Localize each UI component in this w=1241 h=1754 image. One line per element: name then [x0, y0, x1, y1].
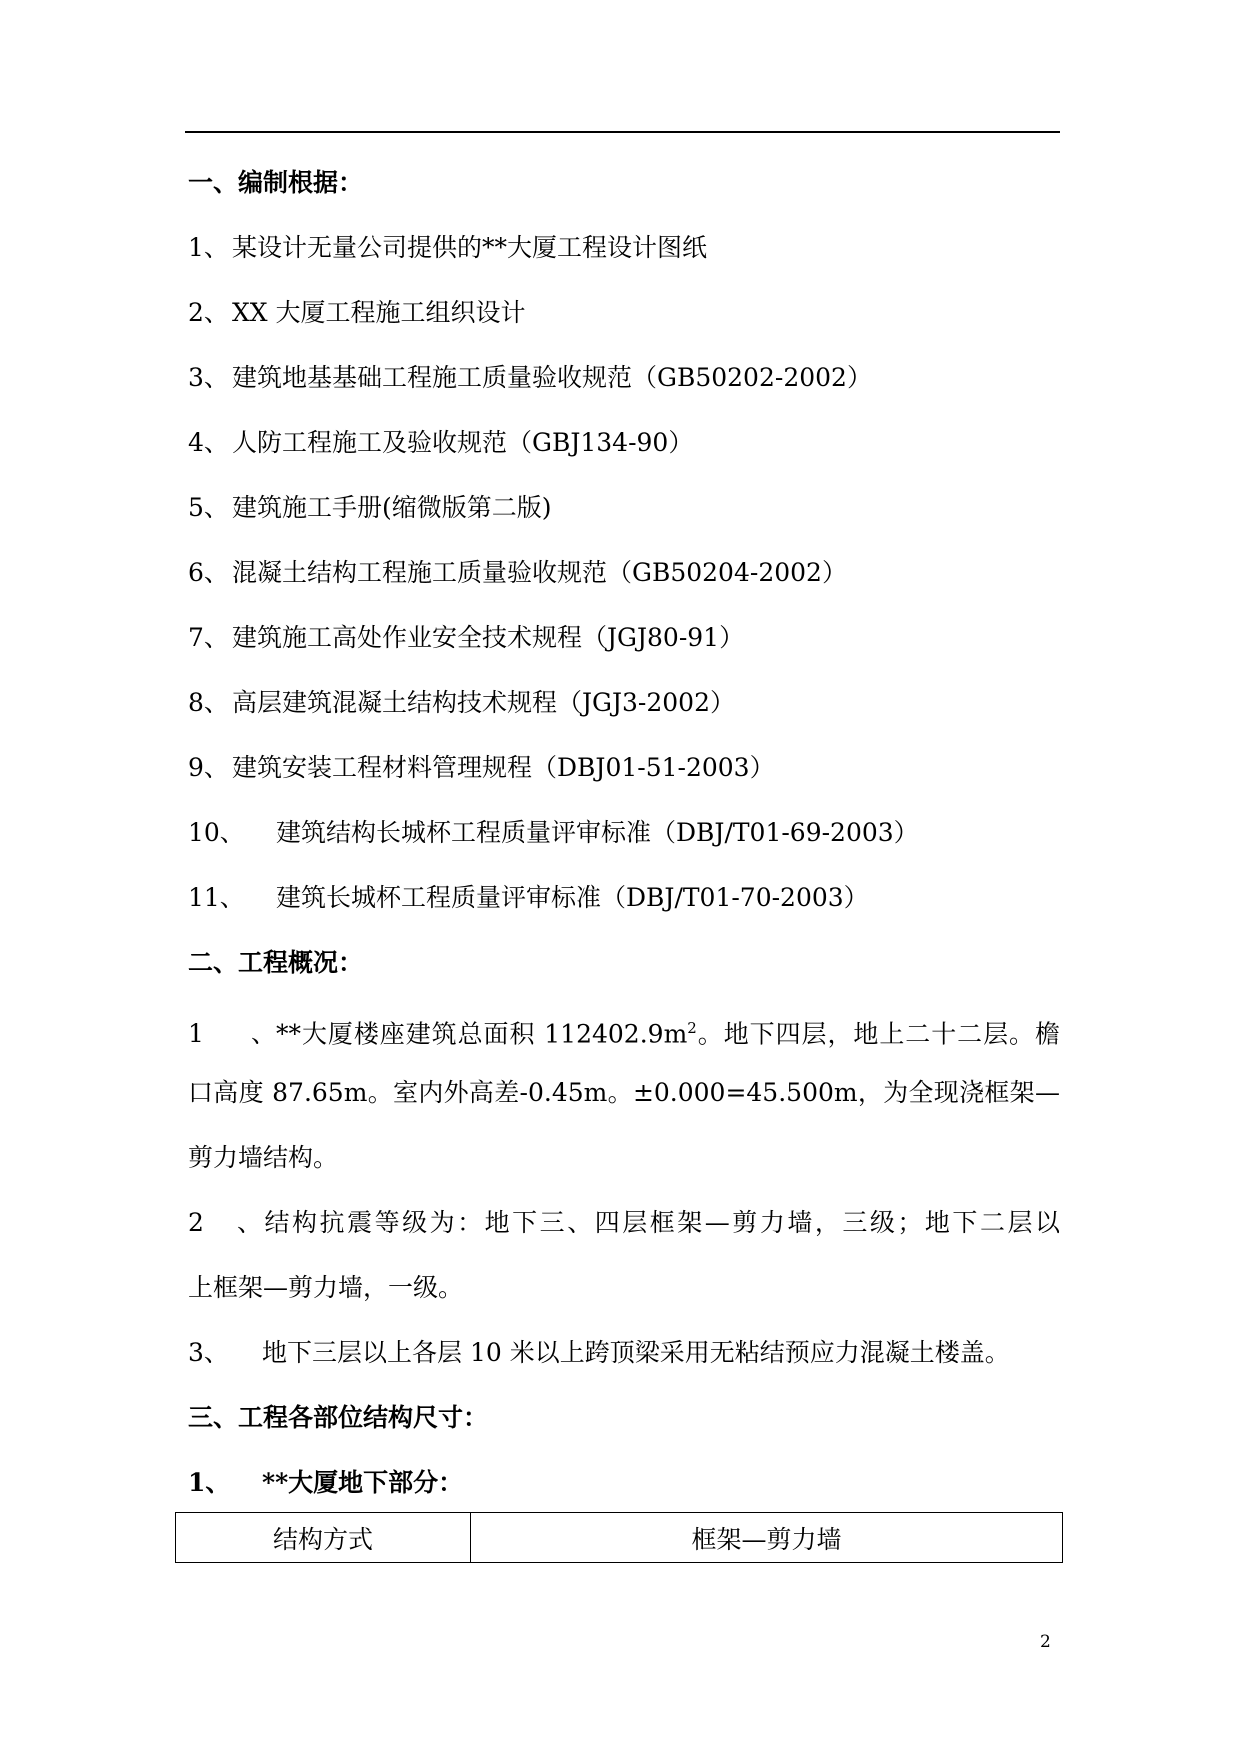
list-item — [188, 818, 919, 848]
item-text: 建筑长城杯工程质量评审标准（DBJ/T01-70-2003） — [276, 883, 869, 912]
item-number: 1、 — [188, 1019, 276, 1049]
list-item — [188, 623, 744, 653]
table-row — [176, 1513, 1063, 1563]
list-item — [188, 493, 552, 523]
paragraph-line: 剪力墙结构。 — [188, 1143, 339, 1172]
item-number: 5、 — [188, 493, 229, 522]
item-text: 建筑安装工程材料管理规程（DBJ01-51-2003） — [232, 753, 775, 782]
paragraph-line: 上框架—剪力墙，一级。 — [188, 1273, 464, 1302]
item-number: 6、 — [188, 558, 229, 587]
item-number: 11、 — [188, 883, 245, 912]
paragraph-text: 结构抗震等级为：地下三、四层框架—剪力墙，三级；地下二层以 — [262, 1208, 1060, 1237]
item-text: 建筑施工手册(缩微版第二版) — [232, 493, 552, 522]
header-rule — [185, 131, 1060, 133]
item-text: 建筑地基基础工程施工质量验收规范（GB50202-2002） — [232, 363, 872, 392]
item-number: 9、 — [188, 753, 229, 782]
item-text: 人防工程施工及验收规范（GBJ134-90） — [232, 428, 694, 457]
item-number: 3、 — [188, 363, 229, 392]
item-number: 3、 — [188, 1338, 229, 1367]
list-item — [188, 233, 707, 263]
paragraph-line — [188, 1208, 1060, 1238]
section3-heading: 三、工程各部位结构尺寸： — [188, 1403, 489, 1432]
table-cell-value: 框架—剪力墙 — [471, 1513, 1063, 1563]
list-item — [188, 558, 847, 588]
item-number: 8、 — [188, 688, 229, 717]
item-text: 高层建筑混凝土结构技术规程（JGJ3-2002） — [232, 688, 735, 717]
paragraph-text: 。地下四层，地上二十二层。檐 — [696, 1019, 1060, 1049]
table-cell-label: 结构方式 — [176, 1513, 471, 1563]
item-text: 混凝土结构工程施工质量验收规范（GB50204-2002） — [232, 558, 847, 587]
page-number: 2 — [1040, 1632, 1051, 1652]
item-text: 某设计无量公司提供的**大厦工程设计图纸 — [232, 233, 708, 262]
item-text: 建筑结构长城杯工程质量评审标准（DBJ/T01-69-2003） — [276, 818, 919, 847]
paragraph-line: 口高度 87.65m。室内外高差-0.45m。±0.000=45.500m，为全现浇框架— — [188, 1078, 1060, 1107]
section1-heading: 一、编制根据： — [188, 168, 364, 197]
paragraph-text: **大厦楼座建筑总面积 112402.9m — [276, 1019, 688, 1049]
paragraph-line — [188, 1013, 1060, 1049]
item-text: XX 大厦工程施工组织设计 — [232, 298, 526, 327]
item-text: 建筑施工高处作业安全技术规程（JGJ80-91） — [232, 623, 745, 652]
paragraph-text: 地下三层以上各层 10 米以上跨顶梁采用无粘结预应力混凝土楼盖。 — [262, 1338, 1010, 1367]
item-number: 2、 — [188, 1208, 262, 1237]
item-number: 2、 — [188, 298, 229, 327]
list-item — [188, 363, 872, 393]
list-item — [188, 428, 693, 458]
item-number: 4、 — [188, 428, 229, 457]
item-number: 7、 — [188, 623, 229, 652]
list-item — [188, 753, 775, 783]
item-number: 1、 — [188, 1468, 231, 1497]
subsection-text: **大厦地下部分： — [262, 1468, 464, 1497]
paragraph-line — [188, 1338, 1010, 1368]
item-number: 10、 — [188, 818, 245, 847]
structure-table — [175, 1512, 1063, 1563]
list-item — [188, 883, 869, 913]
list-item — [188, 298, 526, 328]
section2-heading: 二、工程概况： — [188, 948, 364, 977]
item-number: 1、 — [188, 233, 229, 262]
list-item — [188, 688, 735, 718]
superscript: 2 — [687, 1019, 697, 1037]
subsection-heading — [188, 1468, 463, 1498]
